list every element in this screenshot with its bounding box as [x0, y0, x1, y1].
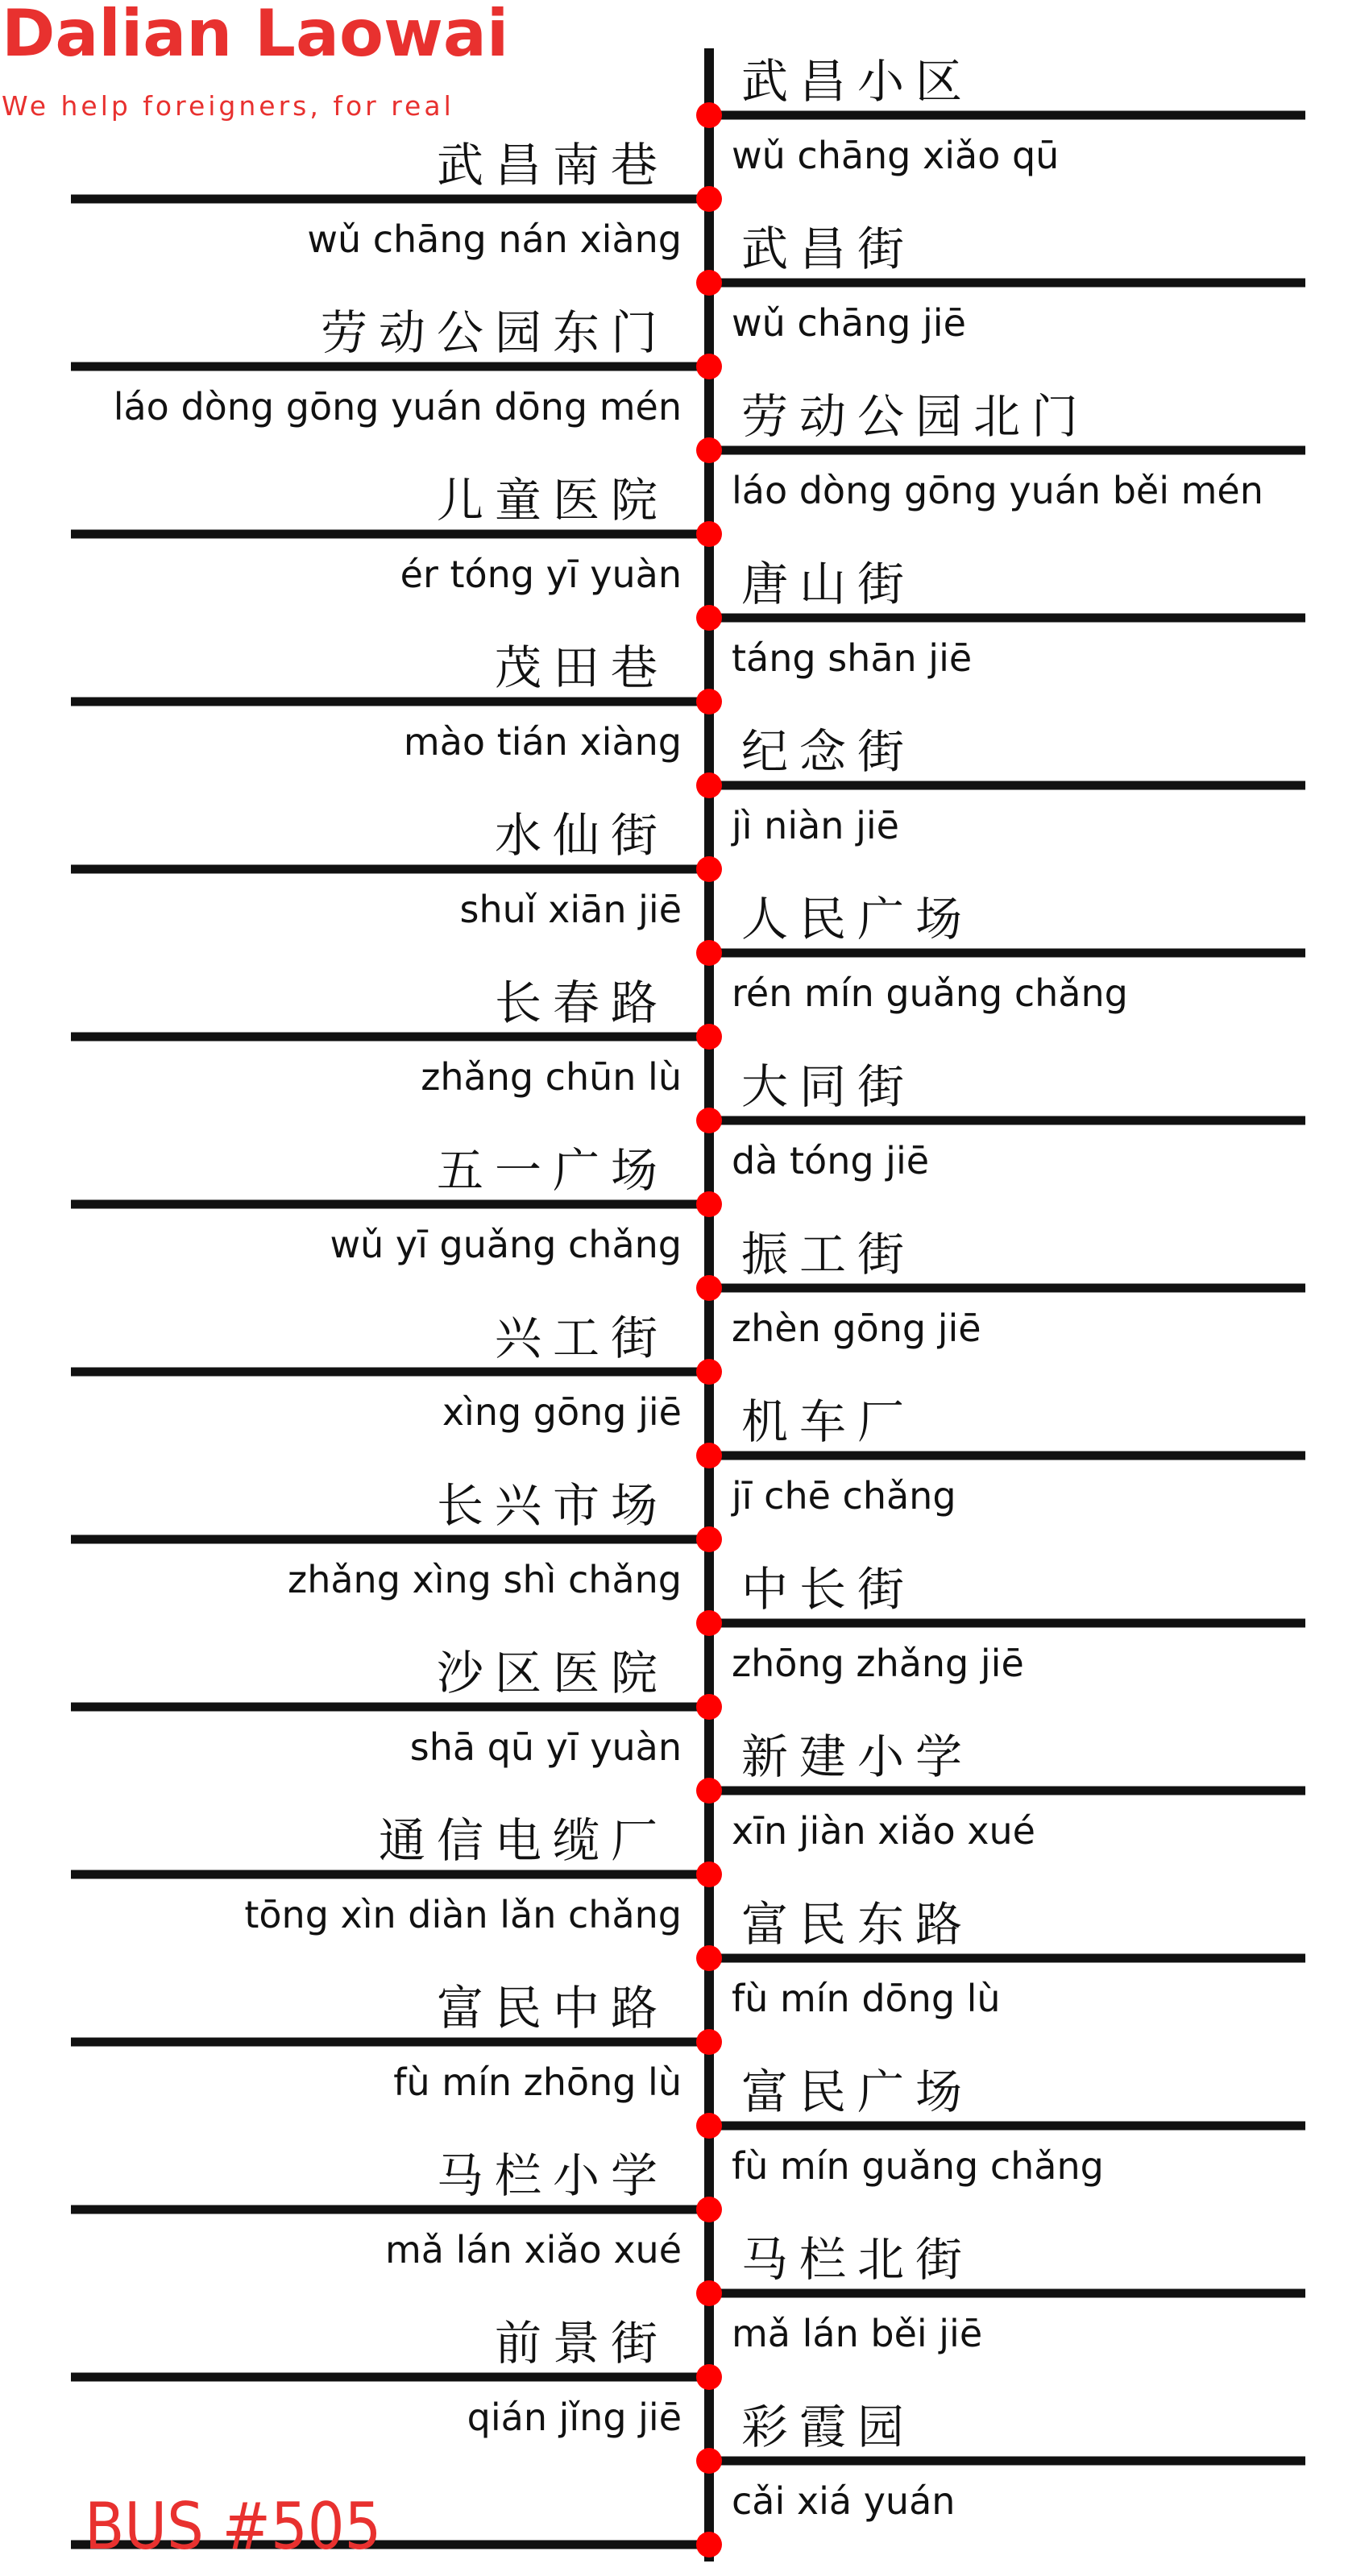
station-name-zh: 振工街 [741, 1227, 916, 1282]
station-15 [696, 1227, 1305, 1350]
stop-dot [696, 1108, 722, 1133]
station-18 [71, 1478, 722, 1601]
stop-dot [696, 2280, 722, 2306]
station-name-zh: 劳动公园北门 [741, 389, 1090, 444]
stop-dot [696, 772, 722, 798]
station-name-zh: 长春路 [494, 975, 669, 1030]
station-21 [696, 1729, 1305, 1853]
station-8 [71, 640, 722, 764]
stop-dot [696, 1024, 722, 1050]
station-13 [696, 1059, 1305, 1182]
stop-dot [696, 689, 722, 714]
stop-dot [696, 1778, 722, 1804]
station-14 [71, 1143, 722, 1266]
station-name-zh: 大同街 [741, 1059, 916, 1114]
station-name-pinyin: táng shān jiē [732, 636, 973, 680]
station-name-zh: 兴工街 [494, 1311, 669, 1365]
station-name-pinyin: jī chē chǎng [732, 1474, 956, 1518]
station-name-zh: 通信电缆厂 [378, 1813, 669, 1868]
station-17 [696, 1394, 1305, 1518]
station-name-zh: 五一广场 [436, 1143, 669, 1198]
station-name-pinyin: ér tóng yī yuàn [400, 553, 682, 596]
stop-dot [696, 2364, 722, 2390]
station-28 [71, 2316, 722, 2439]
station-name-pinyin: rén mín guǎng chǎng [732, 971, 1128, 1015]
station-name-pinyin: dà tóng jiē [732, 1139, 930, 1182]
station-name-zh: 沙区医院 [436, 1646, 669, 1700]
station-name-pinyin: mǎ lán xiǎo xué [385, 2228, 682, 2272]
station-name-zh: 人民广场 [741, 892, 974, 946]
station-name-pinyin: qián jǐng jiē [467, 2396, 682, 2439]
station-name-pinyin: tōng xìn diàn lǎn chǎng [244, 1893, 682, 1936]
station-29 [696, 2400, 1305, 2523]
stop-dot [696, 1862, 722, 1887]
station-name-zh: 武昌南巷 [436, 138, 669, 193]
station-16 [71, 1311, 722, 1434]
stop-dot [696, 1610, 722, 1636]
station-name-pinyin: zhōng zhǎng jiē [732, 1642, 1024, 1685]
station-name-zh: 儿童医院 [436, 473, 669, 528]
station-name-zh: 武昌小区 [741, 54, 974, 109]
station-name-pinyin: láo dòng gōng yuán dōng mén [113, 385, 682, 429]
station-name-pinyin: fù mín guǎng chǎng [732, 2144, 1104, 2188]
station-name-pinyin: zhǎng chūn lù [421, 1055, 682, 1099]
station-name-zh: 水仙街 [494, 808, 669, 863]
stop-dot [696, 186, 722, 212]
station-24 [71, 1981, 722, 2104]
station-name-zh: 长兴市场 [436, 1478, 669, 1533]
station-27 [696, 2232, 1305, 2355]
station-22 [71, 1813, 722, 1936]
station-9 [696, 724, 1305, 847]
station-name-pinyin: fù mín dōng lù [732, 1977, 1001, 2020]
station-6 [71, 473, 722, 596]
station-name-pinyin: jì niàn jiē [732, 804, 899, 847]
station-5 [696, 389, 1305, 512]
stop-dot [696, 437, 722, 463]
stations-layer [71, 54, 1305, 2557]
station-2 [71, 138, 722, 261]
stop-dot [696, 2532, 722, 2557]
station-name-pinyin: shuǐ xiān jiē [459, 888, 682, 931]
stop-dot [696, 1359, 722, 1385]
station-name-pinyin: wǔ yī guǎng chǎng [330, 1223, 682, 1266]
station-name-zh: 劳动公园东门 [320, 305, 669, 360]
station-name-pinyin: zhǎng xìng shì chǎng [288, 1558, 682, 1601]
station-name-zh: 富民东路 [741, 1897, 974, 1952]
station-7 [696, 557, 1305, 680]
station-name-zh: 中长街 [741, 1562, 916, 1617]
station-10 [71, 808, 722, 931]
stop-dot [696, 2197, 722, 2222]
station-name-pinyin: cǎi xiá yuán [732, 2479, 956, 2523]
stop-dot [696, 1694, 722, 1720]
stop-dot [696, 605, 722, 631]
station-name-pinyin: láo dòng gōng yuán běi mén [732, 469, 1263, 512]
stop-dot [696, 102, 722, 128]
station-name-pinyin: zhèn gōng jiē [732, 1307, 981, 1350]
station-name-pinyin: wǔ chāng nán xiàng [307, 217, 682, 261]
station-name-pinyin: xīn jiàn xiǎo xué [732, 1809, 1035, 1853]
stop-dot [696, 856, 722, 882]
station-name-pinyin: shā qū yī yuàn [409, 1725, 682, 1769]
station-name-zh: 新建小学 [741, 1729, 974, 1784]
station-name-pinyin: wǔ chāng xiǎo qū [732, 134, 1060, 177]
brand-tagline: We help foreigners, for real [2, 90, 454, 122]
station-3 [696, 222, 1305, 345]
station-name-zh: 武昌街 [741, 222, 916, 276]
stop-dot [696, 1275, 722, 1301]
station-12 [71, 975, 722, 1099]
station-11 [696, 892, 1305, 1015]
station-name-zh: 纪念街 [741, 724, 916, 779]
stop-dot [696, 1443, 722, 1468]
station-23 [696, 1897, 1305, 2020]
brand-title: Dalian Laowai [2, 0, 509, 71]
stop-dot [696, 2029, 722, 2055]
station-4 [71, 305, 722, 429]
stop-dot [696, 2113, 722, 2139]
station-name-pinyin: mǎ lán běi jiē [732, 2312, 983, 2355]
station-name-zh: 机车厂 [741, 1394, 916, 1449]
stop-dot [696, 521, 722, 547]
station-19 [696, 1562, 1305, 1685]
station-name-pinyin: wǔ chāng jiē [732, 301, 966, 345]
station-name-pinyin: xìng gōng jiē [442, 1390, 682, 1434]
station-name-zh: 茂田巷 [494, 640, 669, 695]
station-20 [71, 1646, 722, 1769]
station-name-zh: 彩霞园 [741, 2400, 916, 2454]
stop-dot [696, 1526, 722, 1552]
station-name-zh: 前景街 [494, 2316, 669, 2371]
stop-dot [696, 270, 722, 296]
station-name-pinyin: fù mín zhōng lù [393, 2060, 682, 2104]
station-name-zh: 马栏小学 [436, 2148, 669, 2203]
stop-dot [696, 354, 722, 379]
stop-dot [696, 1945, 722, 1971]
station-1 [696, 54, 1305, 177]
station-name-zh: 富民广场 [741, 2065, 974, 2119]
stop-dot [696, 2448, 722, 2474]
stop-dot [696, 1191, 722, 1217]
station-26 [71, 2148, 722, 2272]
station-name-zh: 马栏北街 [741, 2232, 974, 2287]
station-name-pinyin: mào tián xiàng [403, 720, 682, 764]
station-name-zh: 富民中路 [436, 1981, 669, 2036]
station-name-zh: 唐山街 [741, 557, 916, 611]
stop-dot [696, 940, 722, 966]
station-25 [696, 2065, 1305, 2188]
route-label: BUS #505 [85, 2489, 382, 2564]
